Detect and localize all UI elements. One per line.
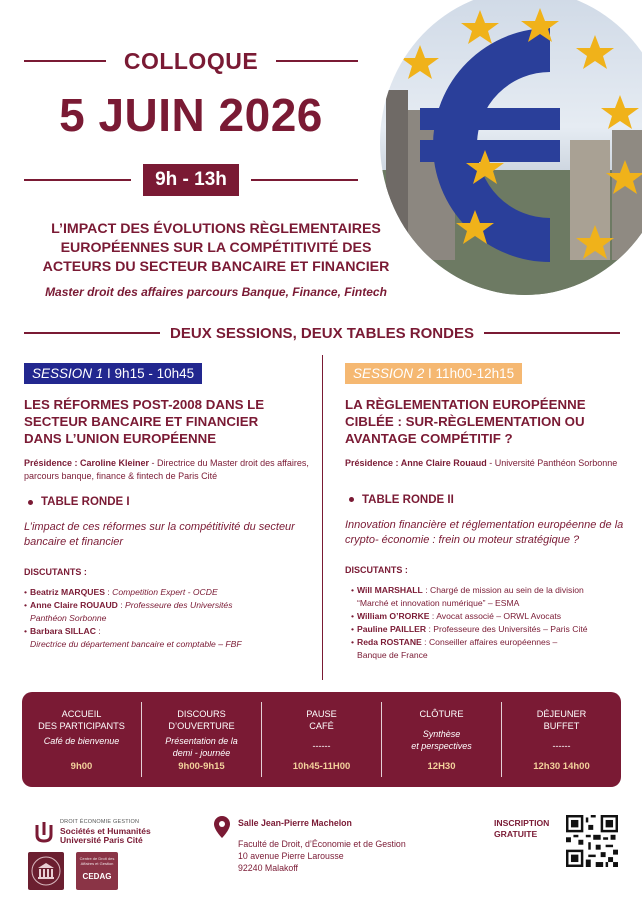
session-1-badge bbox=[24, 363, 202, 384]
colloque-heading bbox=[24, 46, 358, 76]
main-title bbox=[20, 220, 412, 277]
program-bar bbox=[22, 692, 621, 787]
location-pin-icon bbox=[214, 816, 230, 838]
discutant-role: Banque de France bbox=[357, 649, 428, 660]
session-1-presidence bbox=[24, 457, 309, 482]
colloque-line-right bbox=[276, 60, 358, 62]
ups-line1: Sociétés et Humanités bbox=[60, 826, 151, 836]
program-item-desc: ------ bbox=[312, 741, 331, 751]
discutant-sep: : bbox=[421, 636, 429, 647]
program-item-title: DISCOURS D’OUVERTURE bbox=[168, 709, 235, 731]
faculty-seal-logo bbox=[28, 852, 64, 890]
discutant-role: Avocat associé – ORWL Avocats bbox=[436, 610, 562, 621]
program-item-time: 12h30 14h00 bbox=[533, 761, 590, 772]
program-item-desc: Synthèse et perspectives bbox=[411, 729, 472, 751]
discutant-item-cont bbox=[24, 638, 309, 651]
sessions-heading-text: DEUX SESSIONS, DEUX TABLES RONDES bbox=[170, 324, 474, 342]
discutant-sep: : bbox=[95, 626, 101, 636]
bullet-icon bbox=[28, 500, 33, 505]
discutant-sep: : bbox=[429, 610, 437, 621]
session-1-discutants-label: DISCUTANTS : bbox=[24, 567, 87, 577]
session-1-title-line: LES RÉFORMES POST-2008 DANS LE bbox=[24, 397, 265, 412]
program-item-desc: ------ bbox=[552, 741, 571, 751]
discutant-role: “Marché et innovation numérique” – ESMA bbox=[357, 597, 520, 608]
inscription-line: GRATUITE bbox=[494, 829, 538, 839]
session-2 bbox=[345, 363, 635, 662]
session-2-name: SESSION 2 bbox=[353, 366, 425, 381]
program-item-title: DÉJEUNER BUFFET bbox=[536, 709, 587, 731]
venue-address bbox=[238, 838, 406, 874]
discutant-name: Anne Claire ROUAUD bbox=[30, 600, 118, 610]
discutant-item bbox=[24, 586, 309, 599]
time-line-right bbox=[251, 179, 358, 181]
cedag-logo bbox=[76, 852, 118, 890]
session-2-time: I 11h00-12h15 bbox=[428, 366, 515, 381]
discutant-role: Competition Expert - OCDE bbox=[112, 587, 218, 597]
program-item-time: 9h00 bbox=[70, 761, 93, 772]
sessions-line-right bbox=[484, 332, 620, 334]
main-title-line: L’IMPACT DES ÉVOLUTIONS RÈGLEMENTAIRES bbox=[51, 221, 381, 237]
session-2-presidence-detail: - Université Panthéon Sorbonne bbox=[486, 458, 618, 468]
discutant-name: Pauline PAILLER bbox=[357, 623, 427, 634]
discutant-sep: : bbox=[104, 587, 113, 597]
session-1-presidence-label: Présidence : Caroline Kleiner bbox=[24, 458, 150, 468]
discutant-item-cont bbox=[351, 649, 635, 662]
session-2-presidence bbox=[345, 457, 635, 470]
discutant-item bbox=[24, 599, 309, 612]
program-item-time: 12H30 bbox=[427, 761, 456, 772]
discutant-name: Beatriz MARQUES bbox=[30, 587, 105, 597]
discutant-sep: : bbox=[117, 600, 126, 610]
inscription-label bbox=[494, 818, 549, 840]
session-2-discutants-label: DISCUTANTS : bbox=[345, 564, 408, 575]
discutant-item bbox=[351, 636, 635, 649]
discutant-name: Barbara SILLAC bbox=[30, 626, 96, 636]
program-item-time: 9h00-9h15 bbox=[178, 761, 225, 772]
program-item-pause bbox=[261, 702, 381, 777]
table-ronde-1-label: TABLE RONDE I bbox=[41, 496, 130, 508]
discutant-item-cont bbox=[351, 597, 635, 610]
bullet-icon bbox=[349, 497, 354, 502]
sessions-line-left bbox=[24, 332, 160, 334]
discutant-sep: : bbox=[422, 584, 430, 595]
colloque-label: COLLOQUE bbox=[123, 47, 259, 74]
time-badge: 9h - 13h bbox=[143, 164, 239, 196]
session-1-time: I 9h15 - 10h45 bbox=[107, 366, 195, 381]
time-line-left bbox=[24, 179, 131, 181]
discutant-item bbox=[351, 610, 635, 623]
inscription-line: INSCRIPTION bbox=[494, 818, 550, 828]
program-item-time: 10h45-11H00 bbox=[292, 761, 351, 772]
program-item-desc: Café de bienvenue bbox=[43, 736, 120, 746]
table-ronde-1 bbox=[24, 496, 309, 508]
session-1-presidence-detail: - Directrice du Master droit des affaires, parcours banque, finance & fintech de Paris Cité bbox=[24, 458, 309, 481]
session-2-badge bbox=[345, 363, 522, 384]
session-2-discutants bbox=[345, 584, 635, 662]
session-divider bbox=[322, 355, 323, 680]
discutant-item bbox=[351, 584, 635, 597]
discutant-role: Panthéon Sorbonne bbox=[30, 613, 107, 623]
session-1-title-line: DANS L’UNION EUROPÉENNE bbox=[24, 431, 217, 446]
session-2-title-line: CIBLÉE : SUR-RÈGLEMENTATION OU bbox=[345, 414, 585, 429]
universite-logo-icon bbox=[34, 821, 54, 843]
session-1-name: SESSION 1 bbox=[32, 366, 104, 381]
discutant-sep: : bbox=[426, 623, 434, 634]
cedag-text: CEDAG bbox=[82, 872, 112, 881]
discutant-role: Directrice du département bancaire et comptable – FBF bbox=[30, 639, 242, 649]
program-item-title: ACCUEIL DES PARTICIPANTS bbox=[38, 709, 125, 731]
table-ronde-2-label: TABLE RONDE II bbox=[362, 493, 454, 506]
main-title-line: EUROPÉENNES SUR LA COMPÉTITIVITÉ DES bbox=[60, 240, 372, 256]
session-1-title bbox=[24, 396, 309, 447]
discutant-role: Chargé de mission au sein de la division bbox=[429, 584, 584, 595]
venue-address-line: 92240 Malakoff bbox=[238, 863, 298, 873]
discutant-item-cont bbox=[24, 612, 309, 625]
colloque-line-left bbox=[24, 60, 106, 62]
session-1-title-line: SECTEUR BANCAIRE ET FINANCIER bbox=[24, 414, 259, 429]
table-ronde-2 bbox=[345, 494, 635, 506]
venue-address-line: Faculté de Droit, d’Économie et de Gestion bbox=[238, 839, 406, 849]
program-item-accueil bbox=[22, 702, 141, 777]
venue-name: Salle Jean-Pierre Machelon bbox=[238, 818, 352, 828]
program-item-cloture bbox=[381, 702, 501, 777]
program-item-title: CLÔTURE bbox=[419, 709, 464, 719]
program-item-desc: Présentation de la demi - journée bbox=[165, 736, 238, 758]
table-ronde-1-desc: L’impact de ces réformes sur la compétitivité du secteur bancaire et financier bbox=[24, 521, 295, 548]
event-date: 5 JUIN 2026 bbox=[59, 89, 323, 141]
session-2-title bbox=[345, 396, 635, 447]
qr-code-icon[interactable] bbox=[566, 815, 618, 867]
sessions-heading bbox=[24, 322, 620, 344]
discutant-item bbox=[24, 625, 309, 638]
session-2-title-line: LA RÈGLEMENTATION EUROPÉENNE bbox=[345, 397, 586, 412]
euro-sculpture-photo bbox=[380, 0, 642, 295]
venue-address-line: 10 avenue Pierre Larousse bbox=[238, 851, 344, 861]
session-1 bbox=[24, 363, 309, 651]
discutant-role: Professeure des Universités – Paris Cité bbox=[433, 623, 588, 634]
discutant-role: Professeure des Universités bbox=[125, 600, 233, 610]
discutant-name: Will MARSHALL bbox=[357, 584, 423, 595]
discutant-name: William O’RORKE bbox=[357, 610, 430, 621]
main-title-line: ACTEURS DU SECTEUR BANCAIRE ET FINANCIER bbox=[42, 259, 390, 275]
discutant-role: Conseiller affaires européennes – bbox=[428, 636, 558, 647]
discutant-item bbox=[351, 623, 635, 636]
session-1-discutants bbox=[24, 586, 309, 651]
cedag-small-text: Centre de Droit des Affaires et Gestion bbox=[79, 856, 115, 866]
building-icon bbox=[28, 852, 64, 890]
subtitle: Master droit des affaires parcours Banque, Finance, Fintech bbox=[45, 285, 387, 299]
session-2-presidence-label: Présidence : Anne Claire Rouaud bbox=[345, 458, 487, 468]
program-item-dejeuner bbox=[501, 702, 621, 777]
ups-line2: Université Paris Cité bbox=[60, 835, 143, 845]
universite-logo-text bbox=[60, 818, 151, 845]
session-2-title-line: AVANTAGE COMPÉTITIF ? bbox=[345, 431, 513, 446]
table-ronde-2-desc: Innovation financière et réglementation européenne de la crypto- économie : frein ou moteur stratégique ? bbox=[345, 518, 624, 546]
ups-top: DROIT ÉCONOMIE GESTION bbox=[60, 819, 140, 825]
program-item-discours bbox=[141, 702, 261, 777]
discutant-name: Reda ROSTANE bbox=[357, 636, 422, 647]
universite-paris-cite-logo bbox=[34, 818, 151, 845]
program-item-title: PAUSE CAFÉ bbox=[306, 709, 337, 731]
time-heading bbox=[24, 164, 358, 196]
